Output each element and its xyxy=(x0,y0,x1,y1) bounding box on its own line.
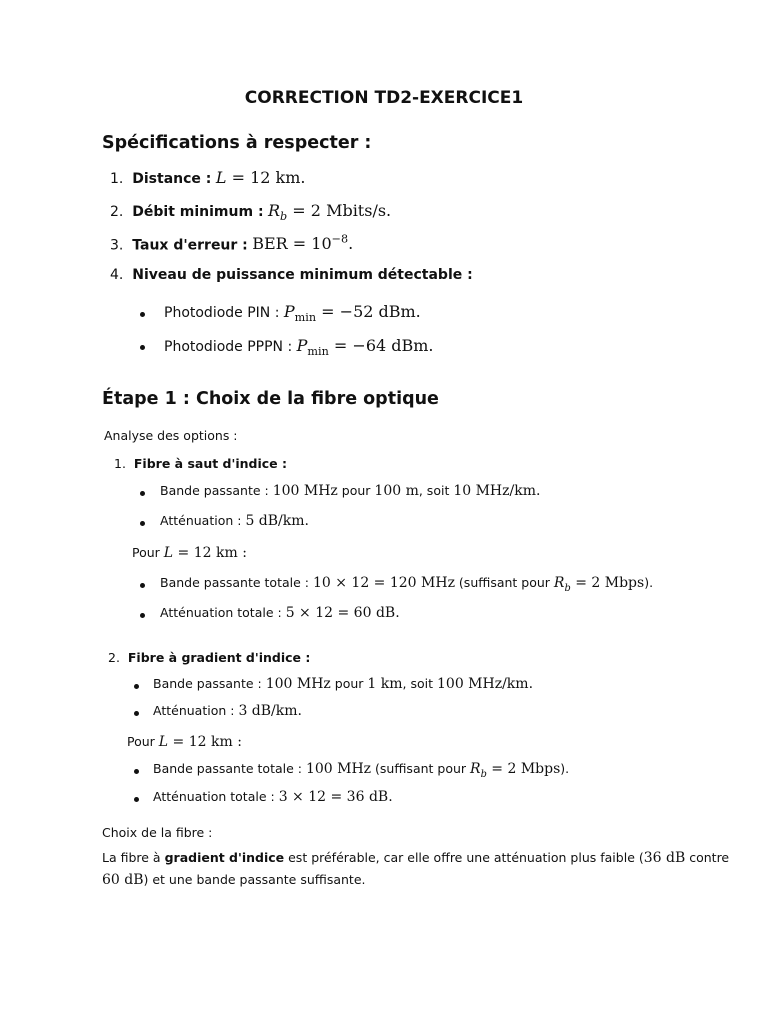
label: Bande passante : xyxy=(153,676,262,691)
text: ). xyxy=(644,575,654,590)
sub-item-label: Photodiode PIN : xyxy=(164,305,280,321)
math: $R_b = 2$ Mbps xyxy=(470,761,561,780)
item-label: Débit minimum : xyxy=(132,204,264,220)
label: Atténuation totale : xyxy=(153,789,275,804)
option-gradient-heading xyxy=(108,650,310,665)
saut-attenuation-totale xyxy=(160,605,400,621)
gradient-bande-passante xyxy=(153,676,533,692)
spec-item-puissance xyxy=(110,267,473,283)
bullet-icon xyxy=(140,583,145,588)
label: Atténuation : xyxy=(160,513,242,528)
bullet-icon xyxy=(140,312,145,317)
math: 100 MHz xyxy=(265,676,331,692)
sub-item-label: Photodiode PPPN : xyxy=(164,339,293,355)
math: L = 12 km : xyxy=(163,545,247,561)
specs-heading: Spécifications à respecter : xyxy=(102,133,372,153)
gradient-bande-passante-totale xyxy=(153,761,569,780)
option-saut-heading xyxy=(114,456,287,471)
item-label: Taux d'erreur : xyxy=(132,237,248,254)
item-number: 4. xyxy=(110,267,124,283)
math: 3 dB/km. xyxy=(238,703,302,719)
text: pour xyxy=(337,483,375,498)
math: BER = $10^{-8}$. xyxy=(252,233,354,254)
label: Bande passante totale : xyxy=(160,575,309,590)
text: (suffisant pour xyxy=(454,575,554,590)
item-number: 1. xyxy=(114,456,126,471)
text-bold: gradient d'indice xyxy=(164,850,285,865)
analysis-label: Analyse des options : xyxy=(104,428,238,443)
item-label: Fibre à saut d'indice : xyxy=(133,456,287,471)
choice-paragraph-line2 xyxy=(102,872,366,888)
gradient-pour xyxy=(127,734,242,750)
math: 1 km xyxy=(367,676,403,692)
math: L = 12 km : xyxy=(158,734,242,750)
saut-bande-passante xyxy=(160,483,540,499)
gradient-attenuation-totale xyxy=(153,789,393,805)
saut-attenuation xyxy=(160,513,309,529)
choice-paragraph-line1 xyxy=(102,850,729,866)
text: ). xyxy=(560,761,570,776)
item-label: Fibre à gradient d'indice : xyxy=(127,650,311,665)
spec-item-distance xyxy=(110,168,305,187)
spec-item-debit xyxy=(110,201,391,223)
math: 60 dB xyxy=(102,872,144,888)
item-label: Niveau de puissance minimum détectable : xyxy=(132,267,473,283)
text: est préférable, car elle offre une atténuation plus faible ( xyxy=(284,850,644,865)
item-number: 2. xyxy=(110,204,124,220)
saut-bande-passante-totale xyxy=(160,575,653,594)
math: 100 MHz xyxy=(272,483,338,499)
math: 100 m xyxy=(374,483,419,499)
saut-pour xyxy=(132,545,247,561)
label: Atténuation totale : xyxy=(160,605,282,620)
math: 5 dB/km. xyxy=(245,513,309,529)
math: 100 MHz xyxy=(305,761,372,777)
text: contre xyxy=(685,850,730,865)
bullet-icon xyxy=(140,521,145,526)
math: $R_b = 2$ Mbits/s. xyxy=(268,201,392,224)
math: 5 × 12 = 60 dB. xyxy=(285,605,400,621)
bullet-icon xyxy=(140,491,145,496)
sub-item-pppn xyxy=(164,336,434,358)
math: $P_{min} = -64$ dBm. xyxy=(296,336,434,359)
sub-item-pin xyxy=(164,302,421,324)
label: Atténuation : xyxy=(153,703,235,718)
page-title: CORRECTION TD2-EXERCICE1 xyxy=(244,88,524,108)
text: Pour xyxy=(132,545,160,560)
text: , soit xyxy=(402,676,437,691)
item-number: 2. xyxy=(108,650,120,665)
label: Bande passante : xyxy=(160,483,269,498)
bullet-icon xyxy=(140,345,145,350)
math: 3 × 12 = 36 dB. xyxy=(278,789,393,805)
math: 36 dB xyxy=(643,850,686,866)
math: L = 12 km. xyxy=(215,168,306,187)
text: ) et une bande passante suffisante. xyxy=(143,872,366,887)
choice-heading: Choix de la fibre : xyxy=(102,825,213,840)
spec-item-ber xyxy=(110,233,353,253)
label: Bande passante totale : xyxy=(153,761,302,776)
math: 10 × 12 = 120 MHz xyxy=(312,575,455,591)
bullet-icon xyxy=(134,711,139,716)
math: $P_{min} = -52$ dBm. xyxy=(283,302,421,325)
math: 100 MHz/km. xyxy=(437,676,534,692)
gradient-attenuation xyxy=(153,703,302,719)
math: $R_b = 2$ Mbps xyxy=(553,575,645,594)
text: La fibre à xyxy=(102,850,165,865)
text: pour xyxy=(330,676,368,691)
bullet-icon xyxy=(134,684,139,689)
math: 10 MHz/km. xyxy=(453,483,541,499)
item-number: 3. xyxy=(110,237,124,254)
item-label: Distance : xyxy=(132,171,212,187)
text: (suffisant pour xyxy=(371,761,471,776)
step1-heading: Étape 1 : Choix de la fibre optique xyxy=(102,389,439,409)
text: , soit xyxy=(418,483,454,498)
text: Pour xyxy=(127,734,155,749)
item-number: 1. xyxy=(110,171,124,187)
bullet-icon xyxy=(140,613,145,618)
bullet-icon xyxy=(134,769,139,774)
bullet-icon xyxy=(134,797,139,802)
